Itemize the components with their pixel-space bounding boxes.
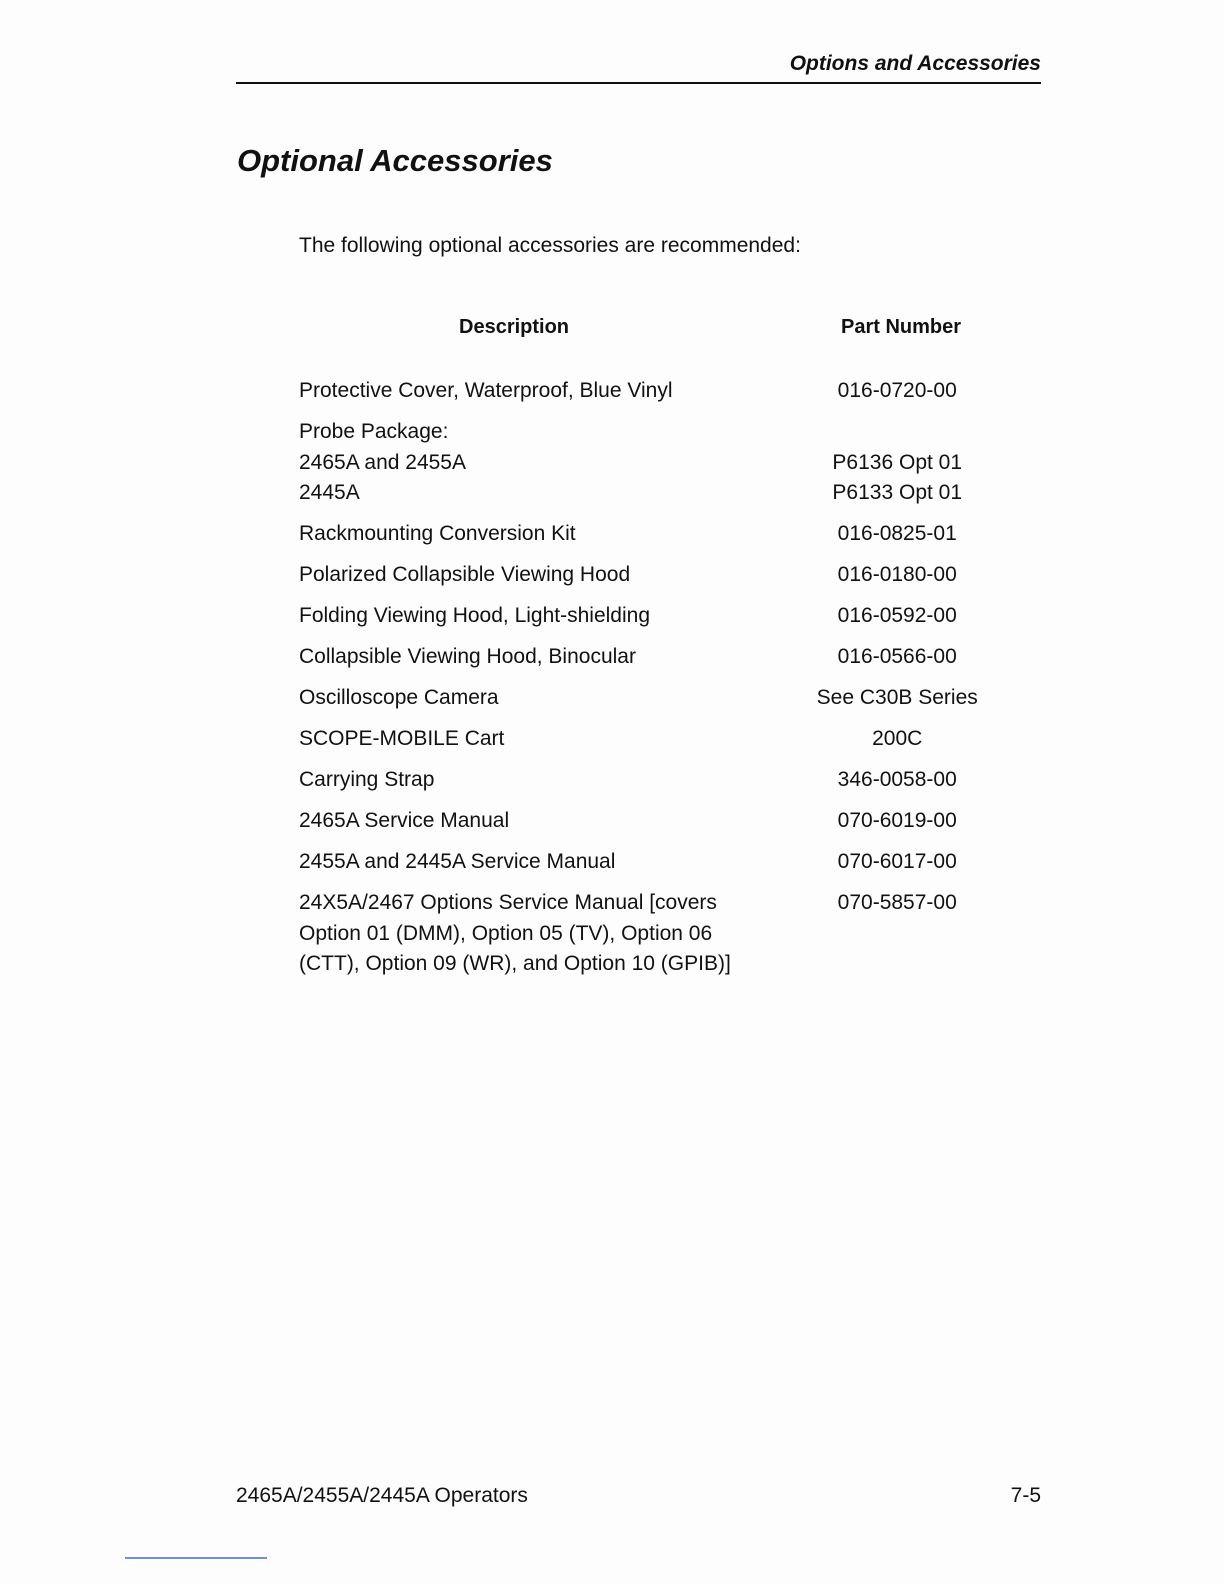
row-description: Probe Package: xyxy=(299,420,449,443)
intro-text: The following optional accessories are recommended: xyxy=(299,234,801,257)
table-row xyxy=(299,417,999,448)
table-row xyxy=(299,724,999,755)
table-row xyxy=(299,478,999,509)
table-row xyxy=(299,376,999,407)
table-row xyxy=(299,847,999,878)
table-row xyxy=(299,448,999,479)
table-row xyxy=(299,919,999,950)
table-row xyxy=(299,519,999,550)
row-description: Folding Viewing Hood, Light-shielding xyxy=(299,604,651,627)
row-part-number: See C30B Series xyxy=(816,686,978,709)
row-description: Rackmounting Conversion Kit xyxy=(299,522,576,545)
row-part-number: 070-6019-00 xyxy=(837,809,957,832)
row-part-number: 200C xyxy=(872,727,923,750)
row-description: Protective Cover, Waterproof, Blue Vinyl xyxy=(299,379,673,402)
table-row xyxy=(299,765,999,796)
row-part-number: 346-0058-00 xyxy=(837,768,957,791)
row-part-number: 016-0566-00 xyxy=(837,645,957,668)
row-part-number xyxy=(795,919,999,950)
row-description: 2465A and 2455A xyxy=(299,450,466,474)
row-description: (CTT), Option 09 (WR), and Option 10 (GPIB)] xyxy=(299,952,731,975)
row-part-number: 070-5857-00 xyxy=(837,891,957,914)
row-part-number: 016-0720-00 xyxy=(837,379,957,402)
table-row xyxy=(299,560,999,591)
footer-manual-title: 2465A/2455A/2445A Operators xyxy=(236,1484,528,1507)
row-description: 2445A xyxy=(299,481,360,504)
row-part-number: 016-0592-00 xyxy=(837,604,957,627)
row-description: Option 01 (DMM), Option 05 (TV), Option 06 xyxy=(299,921,713,945)
row-part-number: P6136 Opt 01 xyxy=(832,450,963,474)
row-part-number: 016-0825-01 xyxy=(837,522,957,545)
scan-edge-mark xyxy=(125,1557,267,1559)
row-description: Polarized Collapsible Viewing Hood xyxy=(299,563,631,586)
row-part-number: 070-6017-00 xyxy=(837,850,957,873)
row-description: Oscilloscope Camera xyxy=(299,686,499,709)
table-row xyxy=(299,642,999,673)
footer-page-number: 7-5 xyxy=(1010,1484,1041,1507)
section-title: Optional Accessories xyxy=(237,143,553,178)
row-part-number xyxy=(795,417,999,448)
row-part-number: 016-0180-00 xyxy=(837,563,957,586)
table-row xyxy=(299,683,999,714)
row-description: 2465A Service Manual xyxy=(299,809,510,832)
table-row xyxy=(299,806,999,837)
table-row xyxy=(299,888,999,919)
running-header: Options and Accessories xyxy=(789,52,1041,75)
row-part-number xyxy=(795,949,999,980)
column-header-part-number: Part Number xyxy=(841,316,962,338)
row-description: Carrying Strap xyxy=(299,768,435,791)
row-description: 24X5A/2467 Options Service Manual [covers xyxy=(299,891,717,914)
accessories-table xyxy=(299,376,999,980)
row-part-number: P6133 Opt 01 xyxy=(832,481,963,504)
row-description: Collapsible Viewing Hood, Binocular xyxy=(299,645,636,668)
header-rule xyxy=(236,82,1041,84)
column-header-description: Description xyxy=(459,316,570,338)
row-description: 2455A and 2445A Service Manual xyxy=(299,850,616,873)
table-row xyxy=(299,601,999,632)
row-description: SCOPE-MOBILE Cart xyxy=(299,727,505,750)
table-row xyxy=(299,949,999,980)
